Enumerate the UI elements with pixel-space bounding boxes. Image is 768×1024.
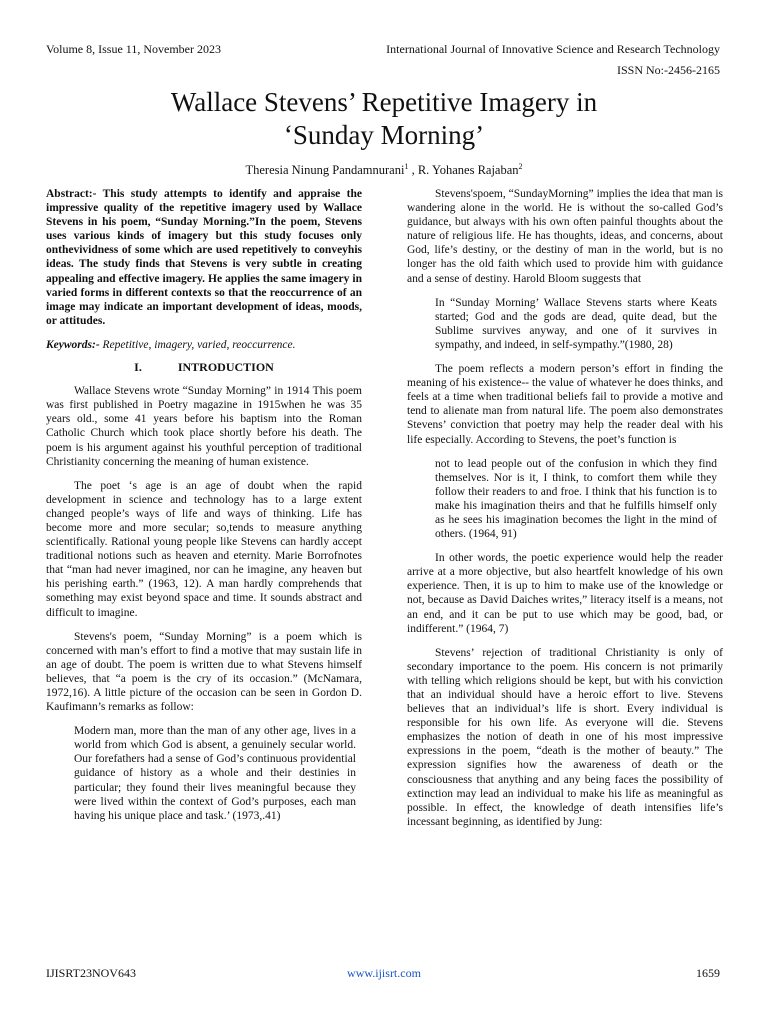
title-line-1: Wallace Stevens’ Repetitive Imagery in (170, 87, 598, 117)
author-separator: , (408, 163, 418, 178)
section-heading (46, 360, 362, 374)
paper-title (0, 86, 768, 152)
paragraph: Stevens'spoem, “SundayMorning” implies the idea that man is wandering alone in the world. He is without the so-called God’s guidance, but always with his own often painful thoughts about the nature of religious life. He has thoughts, ideas, and concerns, about God, life’s destiny, or the destiny of man in the world, but is no longer has the old faith which used to provide him with guidance and a sense of destiny. Harold Bloom suggests that (407, 188, 723, 285)
author-1-affiliation: 1 (404, 162, 409, 171)
paragraph: Stevens's poem, “Sunday Morning” is a poem which is concerned with man’s effort to find a motive that may sustain life in an age of doubt. The poem is written due to what Stevens himself believes, that “a poem is the cry of its occasion.” (McNamara, 1972,16). A little picture of the occasion can be seen in Gordon D. Kaufimann’s remarks as follow: (46, 630, 362, 714)
keywords-text: Repetitive, imagery, varied, reoccurrence. (99, 338, 296, 351)
paragraph: The poet ‘s age is an age of doubt when the rapid development in science and technology has to a large extent changed people’s ways of life and ways of thinking. Life has become more and more secular; so,tends to measure anything scientifically. Rational young people like Stevens can hardly accept traditional notions such as heaven and eternity. Marie Borrofnotes that “man had never imagined, nor can he imagine, any heaven but his perishing earth.” (1963, 12). A man hardly comprehends that something may exist beyond space and time. It sounds abstract and difficult to imagine. (46, 479, 362, 619)
paragraph: The poem reflects a modern person’s effort in finding the meaning of his existence-- the value of whatever he does thinks, and feels at a time when traditional beliefs fail to provide a motive and tend to alienate man from natural life. The poem also demonstrates Stevens’ conviction that poetry may help the reader deal with his life especially. According to Stevens, the poet’s function is (407, 363, 723, 446)
paragraph: Stevens’ rejection of traditional Christianity is only of secondary importance to the poem. His concern is not primarily with telling which religions should be kept, but with his conviction that an individual should have a heroic effort to live. Stevens believes that an individual’s life is short. Every individual is responsible for his own life. As everyone will die. Stevens emphasizes the notion of death in one of his most impressive expressions in the poem, “death is the mother of beauty.” The expression signifies how the awareness of death or the consciousness that anything and any being faces the possibility of extinction may lead an individual to make his life as meaningful as possible. In effect, the knowledge of death intensifies life’s incessant beginning, as identified by Jung: (407, 646, 723, 828)
keywords (46, 338, 362, 352)
volume-issue: Volume 8, Issue 11, November 2023 (46, 42, 221, 56)
author-1: Theresia Ninung Pandamnurani (245, 163, 405, 178)
authors (0, 162, 768, 178)
title-line-2: ‘Sunday Morning’ (283, 120, 485, 150)
paragraph: In other words, the poetic experience would help the reader arrive at a more objective, but also heartfelt knowledge of his own experience. Then, it is up to him to make use of the knowledge or not, because as David Daiches writes,” literacy itself is a means, not an end, and it can be put to use which may be good, bad, or indifferent.” (1964, 7) (407, 552, 723, 635)
journal-name: International Journal of Innovative Science and Research Technology (386, 42, 720, 56)
page-number: 1659 (696, 966, 720, 980)
abstract: Abstract:- This study attempts to identify and appraise the impressive quality of the repetitive imagery used by Wallace Stevens in his poem, “Sunday Morning.”In the poem, Stevens uses various kinds of imagery but this study focuses only onthevividness of some which are used repetitively to conveyhis ideas. The study finds that Stevens is very subtle in creating appealing and effective imagery. He applies the same imagery in varied forms in different contexts so that the reoccurrence of an image may indicate an important development of ideas, moods, or attitudes. (46, 188, 362, 327)
paper-code: IJISRT23NOV643 (46, 966, 136, 980)
author-2: R. Yohanes Rajaban (417, 163, 519, 178)
journal-url-link[interactable]: www.ijisrt.com (347, 966, 421, 980)
block-quote: not to lead people out of the confusion in which they find themselves. Nor is it, I think, to comfort them while they follow their readers to and froe. I think that his function is to make his imagination theirs and that he fulfills himself only as he sees his imagination becomes the light in the mind of others. (1964, 91) (435, 457, 717, 541)
block-quote: In “Sunday Morning’ Wallace Stevens starts where Keats started; God and the gods are dead, quite dead, but the Sublime survives anyway, and one of it survives in sympathy, and indeed, in self-sympathy.”(1980, 28) (435, 296, 717, 351)
section-number: I. (134, 360, 142, 375)
keywords-label: Keywords:- (46, 338, 100, 351)
author-2-affiliation: 2 (518, 162, 523, 171)
block-quote: Modern man, more than the man of any other age, lives in a world from which God is absent, a genuinely secular world. Our forefathers had a sense of God’s continuous providential guidance of history as a whole and their destinies in particular; they found their lives meaningful because they were lived within the context of God’s purposes, each man having his unique place and task.’ (1973,.41) (74, 725, 356, 822)
right-column (407, 187, 723, 839)
paragraph: Wallace Stevens wrote “Sunday Morning” in 1914 This poem was first published in Poetry magazine in 1915when he was 35 years old., some 41 years before his baptism into the Roman Catholic Church which took place shortly before his death. The poem is his argument against his youthful perception of traditional Christianity concerning the meaning of human existence. (46, 385, 362, 468)
left-column (46, 187, 362, 833)
issn: ISSN No:-2456-2165 (616, 63, 720, 77)
section-title: INTRODUCTION (177, 360, 274, 375)
